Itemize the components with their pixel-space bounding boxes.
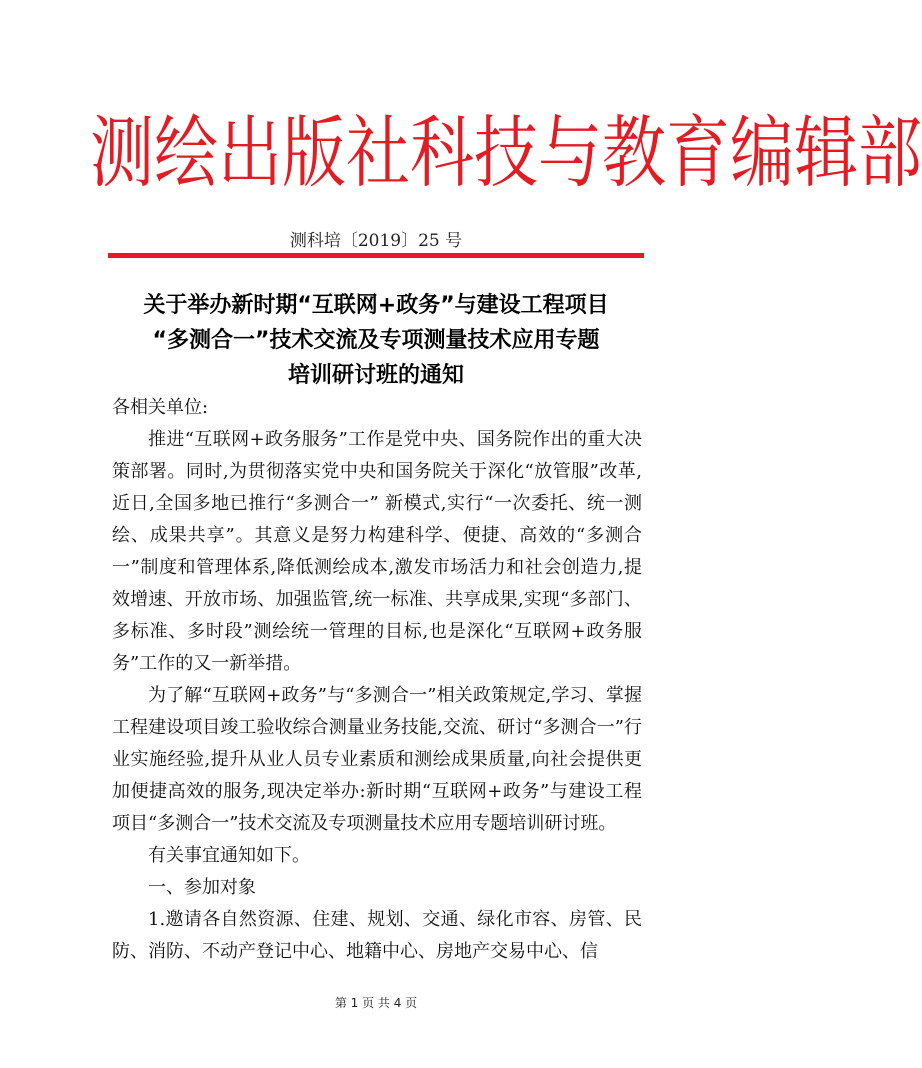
red-divider-line bbox=[108, 253, 644, 258]
page-number: 第 1 页 共 4 页 bbox=[334, 996, 418, 1010]
section-1-heading: 一、参加对象 bbox=[148, 877, 256, 898]
document-number: 测科培〔2019〕25 号 bbox=[289, 231, 463, 251]
section-1-item-1: 1.邀请各自然资源、住建、规划、交通、绿化市容、房管、民防、消防、不动产登记中心、地籍中心、房地产交易中心、信 bbox=[112, 909, 642, 962]
notice-title bbox=[100, 288, 652, 393]
title-line-1: 关于举办新时期“互联网+政务”与建设工程项目 bbox=[143, 293, 609, 318]
masthead-title: 测绘出版社科技与教育编辑部 bbox=[90, 108, 922, 200]
title-line-3: 培训研讨班的通知 bbox=[287, 363, 464, 388]
paragraph-1: 推进“互联网+政务服务”工作是党中央、国务院作出的重大决策部署。同时,为贯彻落实党中央和国务院关于深化“放管服”改革,近日,全国多地已推行“多测合一” 新模式,实行“一次委托、统一测绘、成果共享”。其意义是努力构建科学、便捷、高效的“多测合一”制度和管理体系,降低测绘成本,激发市场活力和社会创造力,提效增速、开放市场、加强监管,统一标准、共享成果,实现“多部门、多标准、多时段”测绘统一管理的目标,也是深化“互联网+政务服务”工作的又一新举措。 bbox=[112, 429, 642, 674]
title-line-2: “多测合一”技术交流及专项测量技术应用专题 bbox=[152, 328, 600, 353]
paragraph-3: 有关事宜通知如下。 bbox=[148, 845, 310, 866]
notice-body bbox=[112, 392, 642, 968]
paragraph-2: 为了解“互联网+政务”与“多测合一”相关政策规定,学习、掌握工程建设项目竣工验收综合测量业务技能,交流、研讨“多测合一”行业实施经验,提升从业人员专业素质和测绘成果质量,向社会提供更加便捷高效的服务,现决定举办:新时期“互联网+政务”与建设工程项目“多测合一”技术交流及专项测量技术应用专题培训研讨班。 bbox=[112, 685, 642, 834]
salutation: 各相关单位: bbox=[112, 397, 209, 418]
